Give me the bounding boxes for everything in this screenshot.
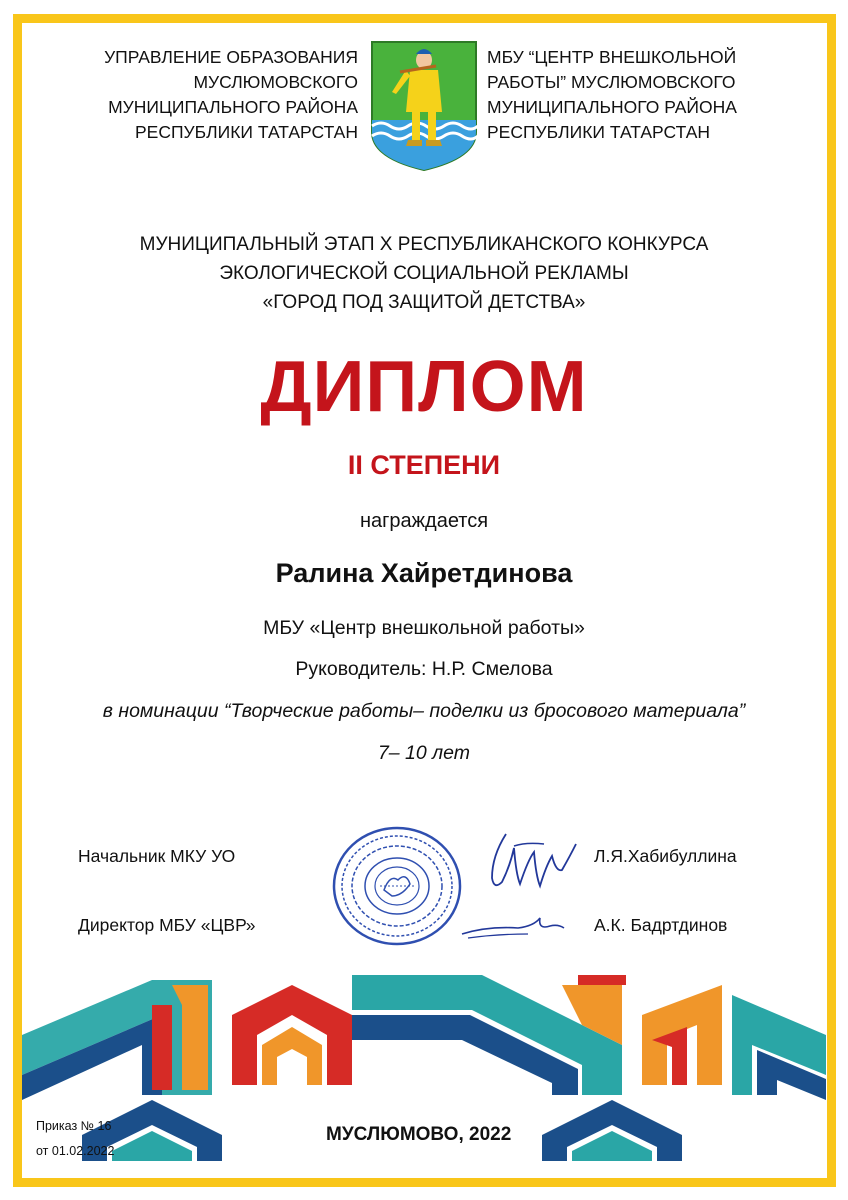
issuer-right-line: МУНИЦИПАЛЬНОГО РАЙОНА (487, 97, 737, 117)
winner-name: Ралина Хайретдинова (275, 558, 573, 588)
contest-title-line: ЭКОЛОГИЧЕСКОЙ СОЦИАЛЬНОЙ РЕКЛАМЫ (219, 263, 629, 284)
issuer-left-line: РЕСПУБЛИКИ ТАТАРСТАН (134, 122, 358, 142)
issuer-left-line: МУСЛЮМОВСКОГО (193, 72, 358, 92)
official-stamp-icon (332, 826, 462, 946)
awarded-label: награждается (359, 510, 489, 532)
issuer-right-line: РАБОТЫ” МУСЛЮМОВСКОГО (487, 72, 736, 92)
contest-title (0, 230, 848, 317)
second-signatory-title: Директор МБУ «ЦВР» (78, 915, 256, 935)
order-date: от 01.02.2022 (36, 1144, 115, 1158)
winner-institution: МБУ «Центр внешкольной работы» (263, 617, 585, 639)
order-number: Приказ № 16 (36, 1119, 112, 1133)
contest-title-line: МУНИЦИПАЛЬНЫЙ ЭТАП X РЕСПУБЛИКАНСКОГО КОНКУРСА (139, 234, 709, 255)
first-signature-icon (484, 826, 584, 896)
issuer-left-line: МУНИЦИПАЛЬНОГО РАЙОНА (108, 97, 358, 117)
issuer-right (487, 45, 807, 145)
second-signatory-name: А.К. Бадртдинов (594, 915, 728, 935)
contest-title-line: «ГОРОД ПОД ЗАЩИТОЙ ДЕТСТВА» (262, 292, 586, 313)
diploma-degree: II СТЕПЕНИ (347, 450, 501, 480)
issuer-left (30, 45, 358, 145)
issuer-right-line: РЕСПУБЛИКИ ТАТАРСТАН (487, 122, 711, 142)
first-signatory-title: Начальник МКУ УО (78, 846, 236, 866)
age-group: 7– 10 лет (377, 742, 471, 764)
issuer-right-line: МБУ “ЦЕНТР ВНЕШКОЛЬНОЙ (487, 47, 737, 67)
first-signatory-name: Л.Я.Хабибуллина (594, 846, 737, 866)
winner-leader: Руководитель: Н.Р. Смелова (295, 658, 553, 680)
issuer-left-line: УПРАВЛЕНИЕ ОБРАЗОВАНИЯ (104, 47, 358, 67)
coat-of-arms-icon (370, 40, 478, 172)
second-signature-icon (458, 912, 568, 942)
diploma-title: ДИПЛОМ (260, 347, 588, 427)
nomination: в номинации “Творческие работы– поделки из бросового материала” (102, 700, 746, 722)
city-year: МУСЛЮМОВО, 2022 (326, 1124, 512, 1145)
